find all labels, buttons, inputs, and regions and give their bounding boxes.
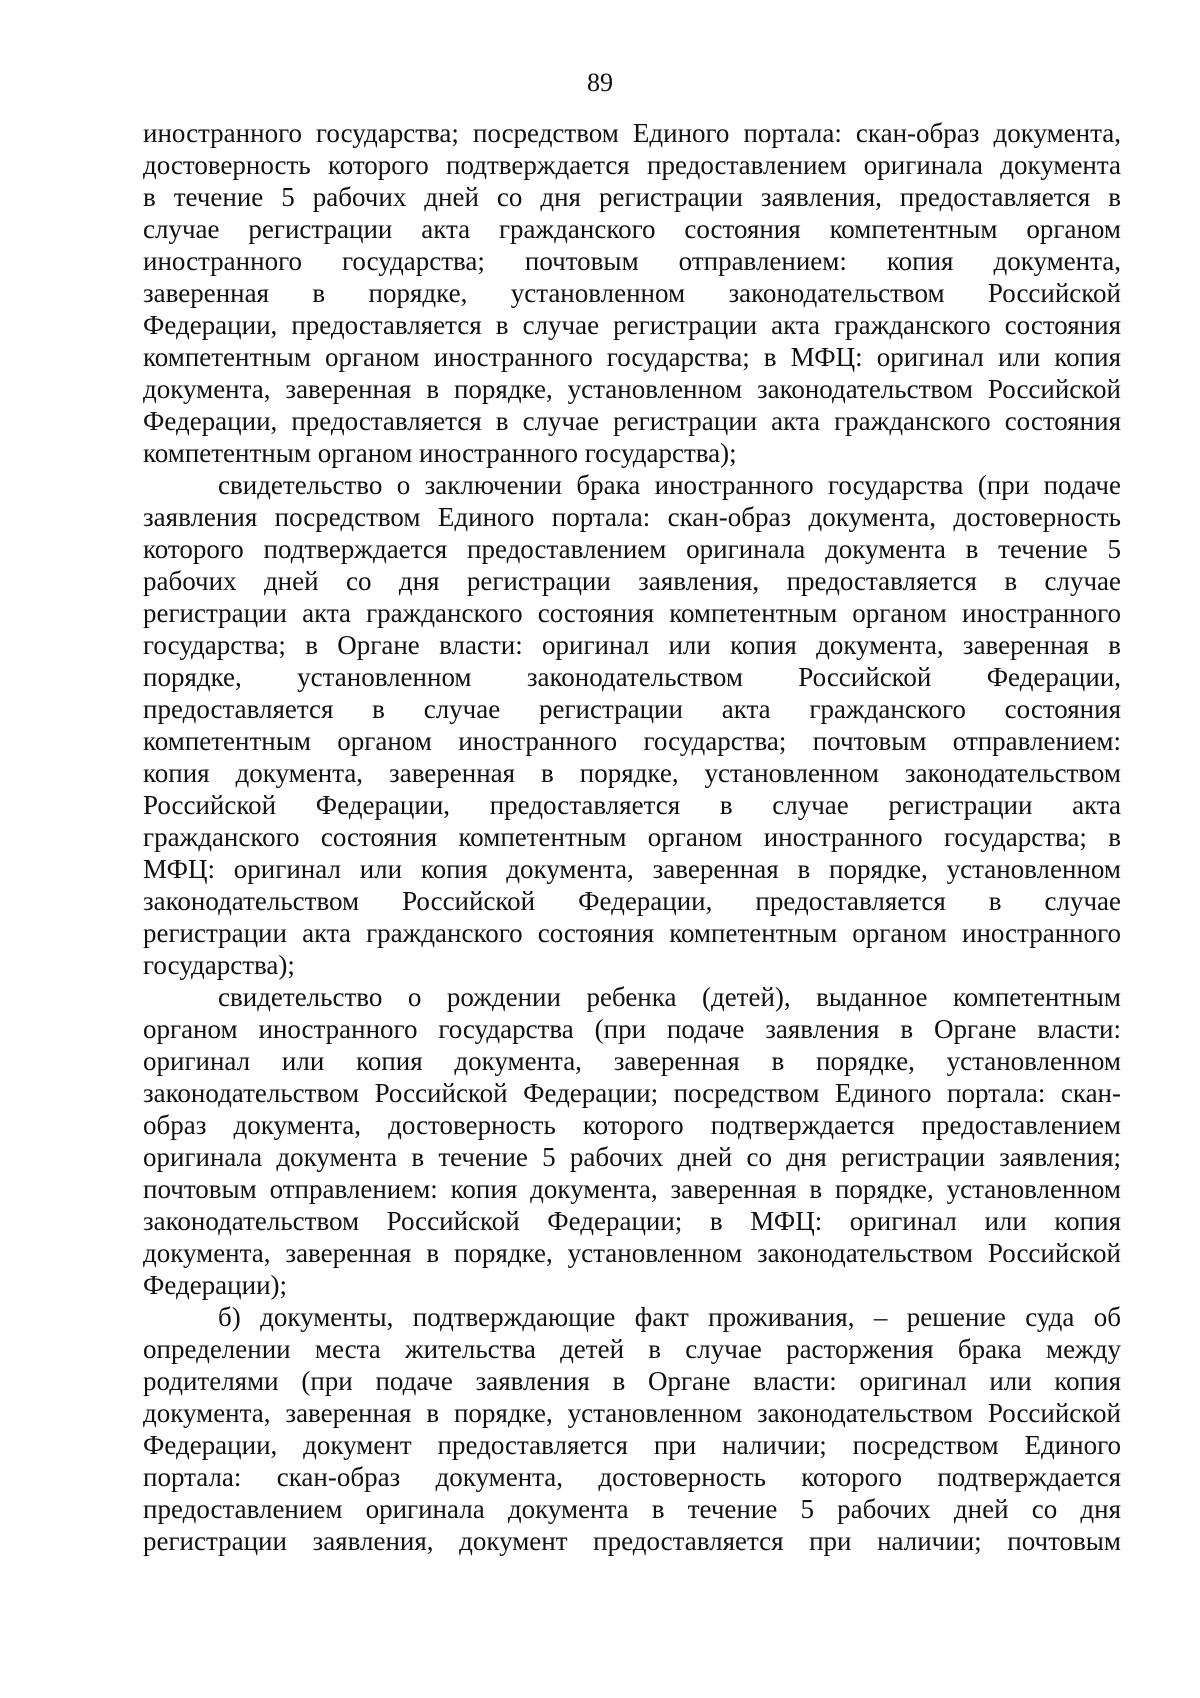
body-text: [143, 117, 1121, 1557]
text-line: Федерации);: [143, 1270, 288, 1300]
text-line: портала: скан-образ документа, достоверность которого подтверждается: [143, 1462, 1121, 1492]
paragraph-first-line: свидетельство о рождении ребенка (детей), выданное компетентным: [218, 982, 1121, 1012]
text-line: законодательством Российской Федерации; посредством Единого портала: скан-: [143, 1078, 1121, 1108]
text-line: гражданского состояния компетентным органом иностранного государства; в: [143, 822, 1121, 852]
text-line: заверенная в порядке, установленном законодательством Российской: [143, 278, 1121, 308]
text-line: государства; в Органе власти: оригинал или копия документа, заверенная в: [143, 630, 1121, 660]
text-line: оригинала документа в течение 5 рабочих дней со дня регистрации заявления;: [143, 1142, 1121, 1172]
text-line: регистрации заявления, документ предоставляется при наличии; почтовым: [143, 1526, 1121, 1556]
paragraph-first-line: б) документы, подтверждающие факт проживания, – решение суда об: [218, 1302, 1121, 1332]
text-line: образ документа, достоверность которого подтверждается предоставлением: [143, 1110, 1121, 1140]
text-line: законодательством Российской Федерации, предоставляется в случае: [143, 886, 1121, 916]
text-line: в течение 5 рабочих дней со дня регистрации заявления, предоставляется в: [143, 182, 1121, 212]
text-line: Российской Федерации, предоставляется в случае регистрации акта: [143, 790, 1121, 820]
text-line: предоставлением оригинала документа в течение 5 рабочих дней со дня: [143, 1494, 1121, 1524]
text-line: документа, заверенная в порядке, установленном законодательством Российской: [143, 374, 1121, 404]
text-line: регистрации акта гражданского состояния компетентным органом иностранного: [143, 918, 1121, 948]
text-line: Федерации, предоставляется в случае регистрации акта гражданского состояния: [143, 406, 1121, 436]
text-line: иностранного государства; посредством Единого портала: скан-образ документа,: [143, 118, 1121, 148]
text-line: Федерации, предоставляется в случае регистрации акта гражданского состояния: [143, 310, 1121, 340]
text-line: предоставляется в случае регистрации акта гражданского состояния: [143, 694, 1121, 724]
text-line: документа, заверенная в порядке, установленном законодательством Российской: [143, 1238, 1121, 1268]
text-line: иностранного государства; почтовым отправлением: копия документа,: [143, 246, 1121, 276]
text-line: случае регистрации акта гражданского состояния компетентным органом: [143, 214, 1121, 244]
text-line: заявления посредством Единого портала: скан-образ документа, достоверность: [143, 502, 1121, 532]
text-line: копия документа, заверенная в порядке, установленном законодательством: [143, 758, 1121, 788]
text-line: государства);: [143, 950, 295, 980]
text-line: оригинал или копия документа, заверенная в порядке, установленном: [143, 1046, 1121, 1076]
text-line: документа, заверенная в порядке, установленном законодательством Российской: [143, 1398, 1121, 1428]
text-line: порядке, установленном законодательством Российской Федерации,: [143, 662, 1121, 692]
paragraph-first-line: свидетельство о заключении брака иностранного государства (при подаче: [218, 470, 1121, 500]
text-line: рабочих дней со дня регистрации заявления, предоставляется в случае: [143, 566, 1121, 596]
text-line: родителями (при подаче заявления в Органе власти: оригинал или копия: [143, 1366, 1121, 1396]
text-line: достоверность которого подтверждается предоставлением оригинала документа: [143, 150, 1121, 180]
text-line: которого подтверждается предоставлением оригинала документа в течение 5: [143, 534, 1121, 564]
page-number: 89: [587, 68, 613, 97]
text-line: компетентным органом иностранного государства; в МФЦ: оригинал или копия: [143, 342, 1121, 372]
text-line: МФЦ: оригинал или копия документа, заверенная в порядке, установленном: [143, 854, 1121, 884]
text-line: Федерации, документ предоставляется при наличии; посредством Единого: [143, 1430, 1121, 1460]
text-line: законодательством Российской Федерации; в МФЦ: оригинал или копия: [143, 1206, 1121, 1236]
text-line: регистрации акта гражданского состояния компетентным органом иностранного: [143, 598, 1121, 628]
text-line: компетентным органом иностранного государства);: [143, 438, 737, 468]
text-line: органом иностранного государства (при подаче заявления в Органе власти:: [143, 1014, 1121, 1044]
text-line: компетентным органом иностранного государства; почтовым отправлением:: [143, 726, 1121, 756]
text-line: определении места жительства детей в случае расторжения брака между: [143, 1334, 1121, 1364]
text-line: почтовым отправлением: копия документа, заверенная в порядке, установленном: [143, 1174, 1121, 1204]
